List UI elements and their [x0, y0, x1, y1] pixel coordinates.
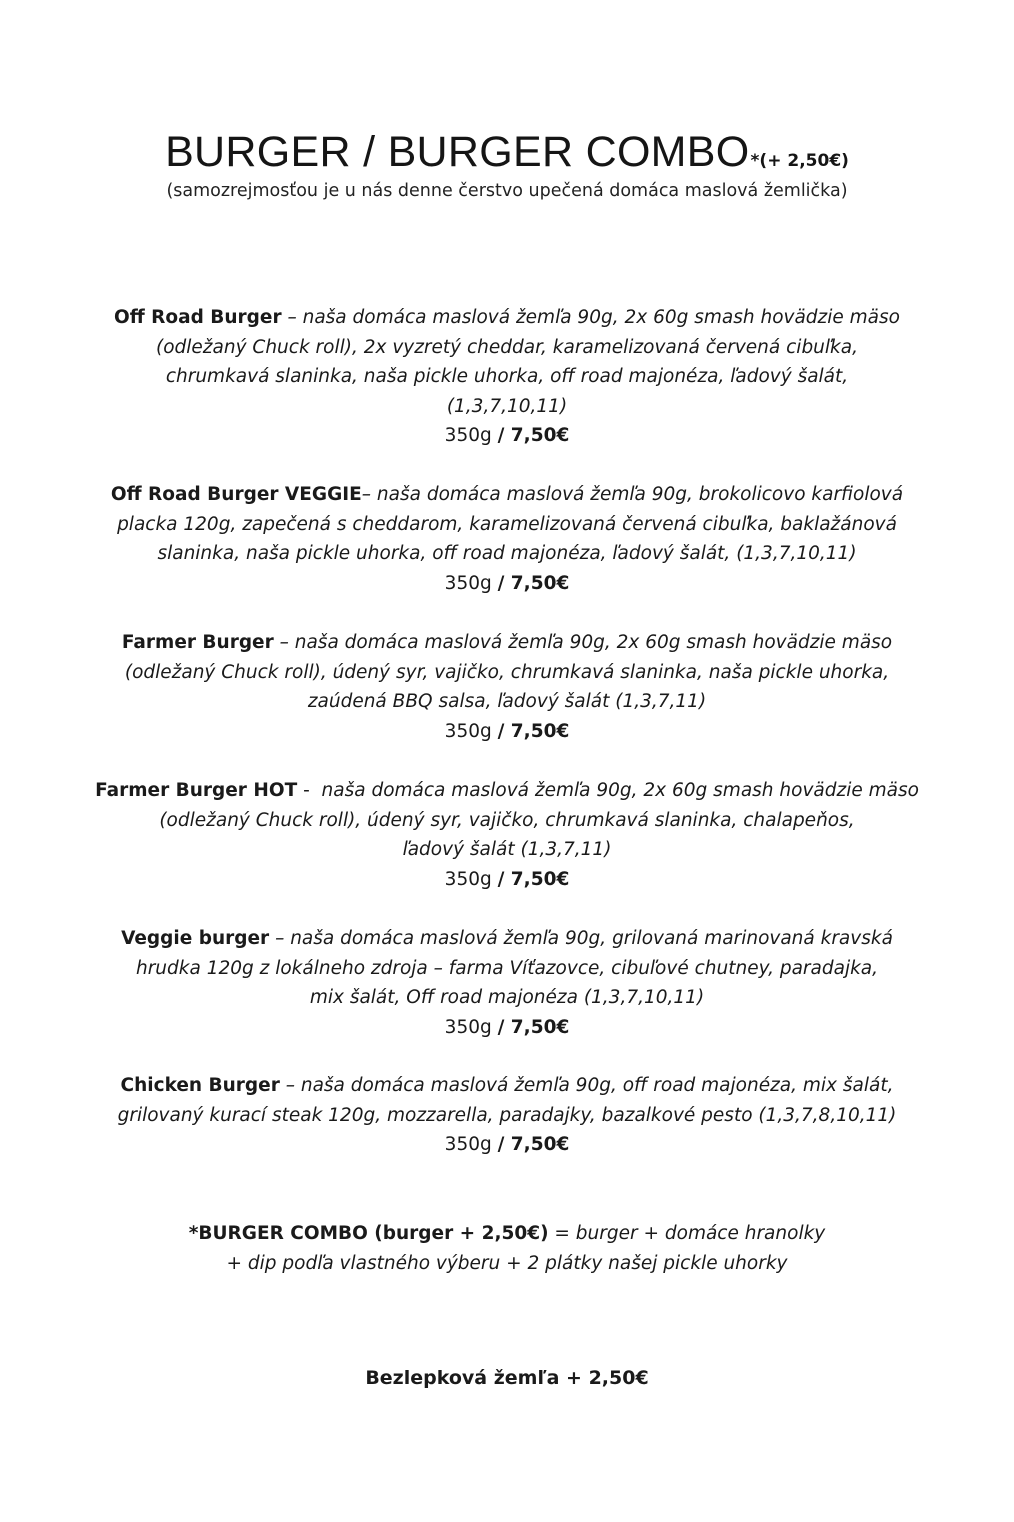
menu-item-name: Off Road Burger: [114, 307, 282, 328]
menu-item-separator: –: [361, 484, 377, 505]
menu-item-weight: 350g: [444, 1016, 498, 1038]
menu-item-allergens: (1,3,7,10,11): [446, 395, 568, 417]
gluten-free-bun-note: Bezlepková žemľa + 2,50€: [365, 1367, 649, 1389]
burger-combo-contents: = burger + domáce hranolky: [548, 1223, 826, 1244]
burger-combo-contents-continued: + dip podľa vlastného výberu + 2 plátky našej pickle uhorky: [226, 1252, 788, 1274]
menu-item-separator: –: [273, 632, 295, 653]
menu-item-price: / 7,50€: [497, 425, 570, 446]
menu-item-weight: 350g: [444, 720, 498, 742]
menu-item-chicken-burger: [40, 1071, 974, 1160]
menu-item-weight: 350g: [444, 572, 498, 594]
menu-item-veggie-burger: [40, 924, 974, 1042]
menu-item-description: naša domáca maslová žemľa 90g, 2x 60g smash hovädzie mäso: [302, 307, 900, 328]
menu-item-first-line: [40, 628, 974, 658]
menu-item-description: chrumkavá slaninka, naša pickle uhorka, off road majonéza, ľadový šalát,: [165, 366, 849, 387]
burger-combo-first-line: [40, 1219, 974, 1249]
menu-item-description: (odležaný Chuck roll), 2x vyzretý cheddar, karamelizovaná červená cibuľka,: [156, 336, 858, 358]
menu-item-price: / 7,50€: [497, 572, 570, 594]
menu-item-description: zaúdená BBQ salsa, ľadový šalát (1,3,7,11): [307, 691, 707, 712]
menu-item-price: / 7,50€: [497, 1134, 570, 1155]
menu-item-price-line: [40, 421, 974, 451]
menu-item-description: naša domáca maslová žemľa 90g, grilovaná marinovaná kravská: [290, 928, 893, 949]
menu-item-description: naša domáca maslová žemľa 90g, 2x 60g smash hovädzie mäso: [294, 632, 893, 653]
menu-item-description: naša domáca maslová žemľa 90g, 2x 60g smash hovädzie mäso: [321, 780, 919, 801]
menu-item-name: Farmer Burger HOT: [95, 780, 298, 801]
menu-item-price: / 7,50€: [497, 720, 570, 742]
menu-item-price-line: [40, 717, 974, 747]
menu-item-off-road-burger: [40, 303, 974, 451]
menu-title-combo-price: *(+ 2,50€): [750, 151, 849, 171]
menu-item-name: Farmer Burger: [121, 632, 274, 653]
menu-item-first-line: [40, 1071, 974, 1101]
menu-item-description: placka 120g, zapečená s cheddarom, karamelizovaná červená cibuľka, baklažánová: [117, 513, 897, 535]
menu-item-separator: –: [279, 1075, 301, 1096]
menu-item-price-line: [40, 865, 974, 895]
menu-item-separator: –: [269, 928, 291, 949]
menu-title-main: BURGER / BURGER COMBO: [165, 128, 750, 176]
menu-item-separator: –: [281, 307, 303, 328]
burger-combo-note: [40, 1219, 974, 1278]
menu-item-off-road-burger-veggie: [40, 480, 974, 598]
menu-item-name: Veggie burger: [121, 928, 270, 949]
menu-item-first-line: [40, 776, 974, 806]
menu-item-weight: 350g: [444, 1134, 498, 1155]
menu-item-weight: 350g: [444, 868, 498, 890]
menu-item-price: / 7,50€: [497, 868, 570, 890]
menu-item-price-line: [40, 1013, 974, 1043]
menu-item-description: naša domáca maslová žemľa 90g, brokolicovo karfiolová: [376, 484, 904, 505]
menu-item-description: (odležaný Chuck roll), údený syr, vajičko, chrumkavá slaninka, chalapeňos,: [159, 809, 855, 831]
menu-item-price-line: [40, 569, 974, 599]
menu-item-first-line: [40, 480, 974, 510]
menu-item-description: hrudka 120g z lokálneho zdroja – farma Víťazovce, cibuľové chutney, paradajka,: [135, 957, 879, 979]
menu-item-description: naša domáca maslová žemľa 90g, off road majonéza, mix šalát,: [300, 1075, 894, 1096]
menu-item-description: (odležaný Chuck roll), údený syr, vajičko, chrumkavá slaninka, naša pickle uhorka,: [124, 661, 890, 683]
burger-combo-label: *BURGER COMBO (burger + 2,50€): [188, 1223, 549, 1244]
menu-title: [0, 128, 1014, 177]
menu-item-weight: 350g: [444, 425, 498, 446]
menu-item-description: ľadový šalát (1,3,7,11): [402, 839, 612, 860]
menu-item-price: / 7,50€: [497, 1016, 570, 1038]
menu-item-separator: -: [297, 780, 322, 801]
menu-item-farmer-burger: [40, 628, 974, 746]
menu-item-description: mix šalát, Off road majonéza (1,3,7,10,11): [309, 987, 705, 1008]
menu-item-price-line: [40, 1130, 974, 1160]
menu-item-description: slaninka, naša pickle uhorka, off road majonéza, ľadový šalát, (1,3,7,10,11): [157, 543, 857, 564]
menu-item-name: Chicken Burger: [120, 1075, 280, 1096]
menu-item-description: grilovaný kurací steak 120g, mozzarella, paradajky, bazalkové pesto (1,3,7,8,10,11): [117, 1104, 897, 1126]
menu-item-first-line: [40, 924, 974, 954]
menu-item-name: Off Road Burger VEGGIE: [110, 484, 362, 505]
menu-item-farmer-burger-hot: [40, 776, 974, 894]
menu-subtitle: (samozrejmosťou je u nás denne čerstvo upečená domáca maslová žemlička): [166, 181, 848, 201]
menu-item-first-line: [40, 303, 974, 333]
